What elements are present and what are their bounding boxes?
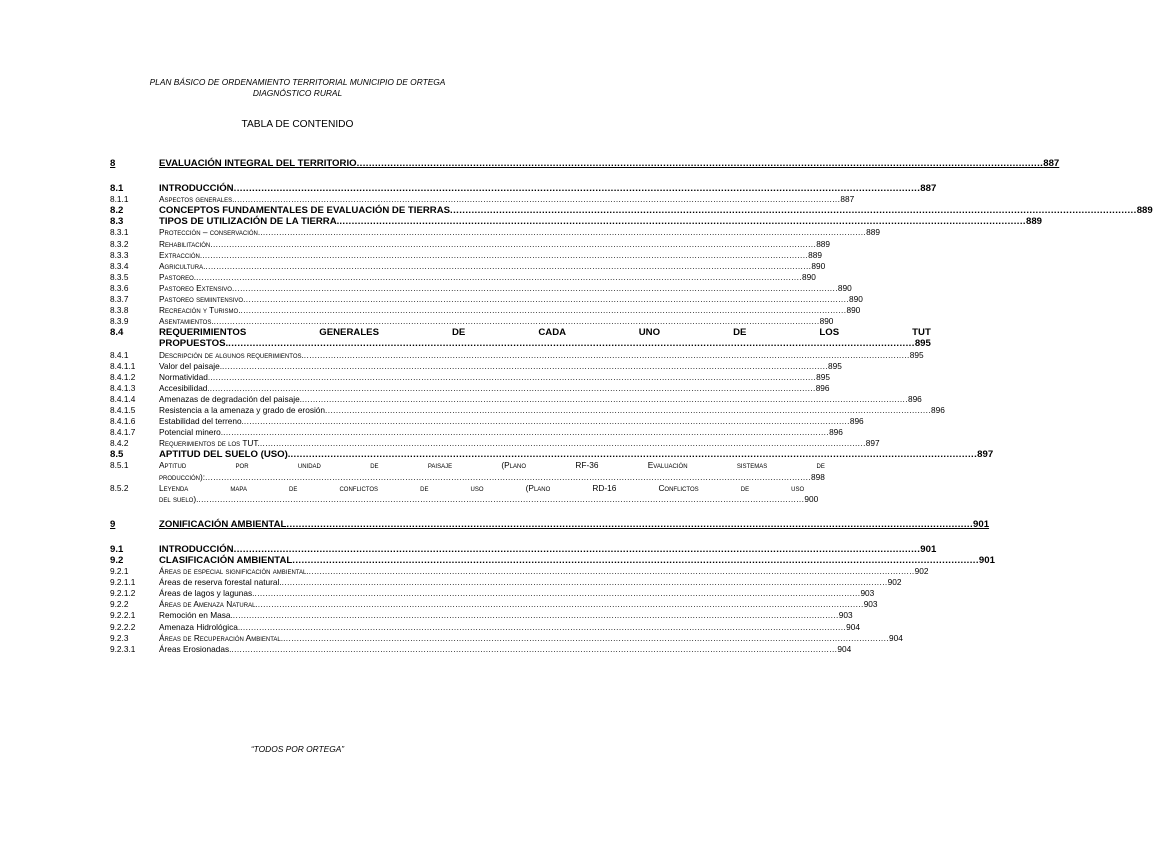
toc-title-text: Valor del paisaje. xyxy=(159,360,223,371)
toc-number: 9 xyxy=(110,518,116,530)
toc-chapter-8[interactable] xyxy=(110,158,1060,169)
toc-page: 901 xyxy=(920,543,937,555)
toc-number: 8.3.1 xyxy=(110,227,129,238)
toc-title-text: Amenaza Hidrológica. xyxy=(159,621,241,632)
toc-page: 904 xyxy=(837,643,852,654)
toc-entry[interactable] xyxy=(110,632,903,644)
toc-number: 8.4.1.1 xyxy=(110,360,136,371)
toc-title-text: Pastoreo. xyxy=(159,271,197,282)
leader-dots xyxy=(234,544,921,555)
leader-dots xyxy=(292,555,979,566)
toc-page: 890 xyxy=(846,305,861,316)
leader-dots xyxy=(286,519,973,530)
toc-page: 903 xyxy=(860,588,875,599)
toc-entry[interactable] xyxy=(110,382,830,394)
toc-page: 890 xyxy=(819,316,834,327)
toc-number: 8.4.1 xyxy=(110,349,129,360)
toc-page: 895 xyxy=(914,338,931,350)
toc-title-text: INTRODUCCIÓN xyxy=(159,543,234,555)
toc-number: 8.4.2 xyxy=(110,438,129,449)
toc-entry[interactable] xyxy=(110,371,830,383)
toc-number: 8.3.8 xyxy=(110,305,129,316)
leader-dots xyxy=(234,194,840,205)
toc-list-8-4 xyxy=(110,349,994,461)
leader-dots xyxy=(228,338,915,349)
toc-number: 8.3 xyxy=(110,216,124,228)
toc-number: 8.4.1.2 xyxy=(110,371,136,382)
toc-page: 895 xyxy=(828,360,842,371)
leader-dots xyxy=(241,305,847,316)
toc-title-text: Aptitud por unidad de paisaje (Plano RF-36 Evaluación sistemas de xyxy=(159,460,825,471)
toc-page: 889 xyxy=(1136,205,1153,217)
leader-dots xyxy=(260,438,866,449)
toc-title-text: Normatividad. xyxy=(159,371,211,382)
toc-entry-8-5-2[interactable] xyxy=(110,482,819,505)
toc-number: 8.4.1.5 xyxy=(110,404,136,415)
toc-page: 896 xyxy=(815,382,830,393)
toc-entry[interactable] xyxy=(110,227,880,238)
toc-entry[interactable] xyxy=(110,282,852,294)
toc-title-text: Remoción en Masa. xyxy=(159,610,233,621)
leader-dots xyxy=(234,183,921,194)
toc-title-text: REQUERIMIENTOS GENERALES DE CADA UNO DE LOS TUT xyxy=(159,327,931,339)
toc-title-text: APTITUD DEL SUELO (USO). xyxy=(159,449,291,461)
toc-page: 889 xyxy=(866,227,880,238)
table-of-contents xyxy=(110,158,1153,655)
toc-title-text: Áreas de Recuperación Ambiental. xyxy=(159,632,284,643)
leader-dots xyxy=(243,294,849,305)
toc-entry[interactable] xyxy=(110,449,994,461)
toc-number: 9.2.3.1 xyxy=(110,643,136,654)
toc-page: 887 xyxy=(840,194,855,205)
toc-number: 8.4.1.6 xyxy=(110,416,136,427)
toc-title-text: Áreas de lagos y lagunas. xyxy=(159,588,255,599)
toc-title-text: CLASIFICACIÓN AMBIENTAL xyxy=(159,555,293,566)
toc-title-text: Potencial minero. xyxy=(159,427,224,438)
toc-number: 9.2.1.2 xyxy=(110,588,136,599)
toc-page: 904 xyxy=(846,621,860,632)
toc-title-text: Pastoreo Extensivo xyxy=(159,282,232,293)
toc-title-text: Estabilidad del terreno. xyxy=(159,416,244,427)
leader-dots xyxy=(302,394,908,405)
toc-page: 889 xyxy=(1026,216,1043,228)
toc-entry[interactable] xyxy=(110,316,834,327)
toc-number: 9.2.1.1 xyxy=(110,577,136,588)
toc-number: 8.3.9 xyxy=(110,316,129,327)
toc-page: 895 xyxy=(816,371,830,382)
leader-dots xyxy=(309,566,915,577)
toc-title-text: Requerimientos de los TUT. xyxy=(159,438,260,449)
leader-dots xyxy=(202,250,808,261)
leader-dots xyxy=(223,427,829,438)
toc-title-text-cont: PROPUESTOS. xyxy=(159,338,229,350)
leader-dots xyxy=(198,494,804,505)
toc-page: 902 xyxy=(887,577,902,588)
toc-number: 8.3.7 xyxy=(110,294,129,305)
toc-title-text: Aspectos generales. xyxy=(159,194,235,205)
toc-title-text: INTRODUCCIÓN xyxy=(159,183,234,195)
toc-title-text-cont: del suelo). xyxy=(159,493,199,504)
toc-chapter-9[interactable] xyxy=(110,518,990,530)
toc-page: 898 xyxy=(811,471,825,482)
toc-number: 9.2.2.1 xyxy=(110,610,136,621)
toc-number: 8.4.1.3 xyxy=(110,382,136,393)
toc-title-text-cont: producción): xyxy=(159,471,206,482)
toc-number: 8.3.4 xyxy=(110,260,129,271)
leader-dots xyxy=(240,622,846,633)
leader-dots xyxy=(260,227,866,238)
leader-dots xyxy=(232,283,838,294)
toc-title-text: Rehabilitación xyxy=(159,238,211,249)
toc-title-text: Pastoreo semiintensivo xyxy=(159,294,244,305)
toc-page: 901 xyxy=(978,555,995,566)
toc-entry[interactable] xyxy=(110,360,842,372)
toc-entry[interactable] xyxy=(110,599,878,610)
toc-page: 903 xyxy=(863,599,878,610)
toc-entry-8-5-1[interactable] xyxy=(110,460,825,482)
leader-dots xyxy=(210,383,816,394)
toc-page: 887 xyxy=(1043,158,1060,169)
leader-dots xyxy=(339,216,1026,227)
toc-title-text: Áreas de especial significación ambiental. xyxy=(159,566,309,577)
toc-page: 897 xyxy=(977,449,994,461)
leader-dots xyxy=(357,158,1044,169)
toc-number: 9.2.1 xyxy=(110,566,129,577)
toc-entry[interactable] xyxy=(110,577,902,588)
toc-title-text: Áreas de reserva forestal natural. xyxy=(159,577,282,588)
toc-entry[interactable] xyxy=(110,260,826,272)
leader-dots xyxy=(244,416,850,427)
toc-list-chapter-8 xyxy=(110,183,1153,327)
leader-dots xyxy=(233,610,839,621)
toc-entry[interactable] xyxy=(110,427,843,438)
toc-page: 890 xyxy=(837,282,852,293)
toc-number: 8.1.1 xyxy=(110,194,129,205)
leader-dots xyxy=(205,261,811,272)
toc-title: TABLA DE CONTENIDO xyxy=(241,119,354,130)
leader-dots xyxy=(210,372,816,383)
toc-entry[interactable] xyxy=(110,404,945,416)
toc-entry[interactable] xyxy=(110,393,922,405)
toc-title-text: CONCEPTOS FUNDAMENTALES DE EVALUACIÓN DE TIERRAS xyxy=(159,205,451,217)
toc-entry[interactable] xyxy=(110,610,853,621)
toc-page: 890 xyxy=(802,271,816,282)
toc-title-text: TIPOS DE UTILIZACIÓN DE LA TIERRA. xyxy=(159,216,340,228)
toc-entry[interactable] xyxy=(110,438,880,449)
toc-title-text: Extracción. xyxy=(159,249,203,260)
toc-entry[interactable] xyxy=(110,555,995,566)
toc-title-text: Agricultura. xyxy=(159,260,206,271)
toc-entry[interactable] xyxy=(110,643,852,655)
toc-title-text: Descripción de algunos requerimientos. xyxy=(159,349,304,360)
toc-page: 900 xyxy=(804,493,819,504)
toc-number: 8.3.2 xyxy=(110,238,129,249)
leader-dots xyxy=(282,577,888,588)
toc-entry[interactable] xyxy=(110,416,864,427)
leader-dots xyxy=(304,350,910,361)
running-header-line2: DIAGNÓSTICO RURAL xyxy=(252,88,343,98)
toc-page: 890 xyxy=(811,260,826,271)
toc-page: 903 xyxy=(838,610,853,621)
toc-page: 895 xyxy=(909,349,924,360)
toc-entry[interactable] xyxy=(110,305,861,316)
toc-entry[interactable] xyxy=(110,249,822,261)
toc-entry[interactable] xyxy=(110,588,875,599)
toc-page: 902 xyxy=(914,566,929,577)
toc-entry[interactable] xyxy=(110,294,863,305)
toc-number: 8.3.3 xyxy=(110,249,129,260)
toc-number: 8.5.2 xyxy=(110,482,129,493)
toc-number: 8.4.1.4 xyxy=(110,393,136,404)
running-header-line1: PLAN BÁSICO DE ORDENAMIENTO TERRITORIAL MUNICIPIO DE ORTEGA xyxy=(149,77,446,87)
toc-number: 9.2.2 xyxy=(110,599,129,610)
leader-dots xyxy=(283,633,889,644)
toc-title-text: Leyenda mapa de conflictos de uso (Plano RD-16 Conflictos de uso xyxy=(159,482,805,493)
leader-dots xyxy=(205,472,811,483)
toc-number: 8.2 xyxy=(110,205,124,217)
toc-title-text: Áreas Erosionadas. xyxy=(159,643,232,654)
toc-title-text: EVALUACIÓN INTEGRAL DEL TERRITORIO xyxy=(159,158,357,169)
toc-page: 889 xyxy=(816,238,831,249)
toc-entry[interactable] xyxy=(110,238,831,250)
toc-number: 9.1 xyxy=(110,543,124,555)
toc-page: 896 xyxy=(849,416,864,427)
toc-page: 890 xyxy=(849,294,863,305)
toc-title-text: Protección – conservación. xyxy=(159,227,261,238)
toc-title-text: Recreación y Turismo. xyxy=(159,305,241,316)
toc-entry[interactable] xyxy=(110,621,860,633)
toc-page: 896 xyxy=(907,393,922,404)
toc-entry[interactable] xyxy=(110,194,855,205)
toc-number: 8.4.1.7 xyxy=(110,427,136,438)
toc-title-text: Accesibilidad. xyxy=(159,382,210,393)
leader-dots xyxy=(258,599,864,610)
toc-title-text: ZONIFICACIÓN AMBIENTAL xyxy=(159,518,287,530)
toc-entry[interactable] xyxy=(110,271,816,283)
toc-number: 9.2 xyxy=(110,555,124,566)
toc-number: 8.4 xyxy=(110,327,124,339)
leader-dots xyxy=(196,272,802,283)
leader-dots xyxy=(325,405,931,416)
toc-title-text: Asentamientos. xyxy=(159,316,214,327)
toc-title-text: Resistencia a la amenaza y grado de erosión xyxy=(159,404,326,415)
toc-page: 896 xyxy=(931,404,945,415)
leader-dots xyxy=(254,588,860,599)
leader-dots xyxy=(231,644,837,655)
toc-page: 887 xyxy=(920,183,937,195)
toc-entry[interactable] xyxy=(110,543,937,555)
toc-entry[interactable] xyxy=(110,205,1153,217)
toc-number: 9.2.3 xyxy=(110,632,129,643)
toc-number: 8.1 xyxy=(110,183,124,195)
toc-title-text: Amenazas de degradación del paisaje. xyxy=(159,393,302,404)
leader-dots xyxy=(222,361,828,372)
toc-entry-8-4[interactable] xyxy=(110,327,931,350)
toc-entry[interactable] xyxy=(110,349,924,361)
toc-number: 8 xyxy=(110,158,116,169)
toc-entry[interactable] xyxy=(110,216,1043,228)
toc-page: 897 xyxy=(865,438,880,449)
toc-number: 9.2.2.2 xyxy=(110,621,136,632)
toc-page: 889 xyxy=(808,249,822,260)
toc-entry[interactable] xyxy=(110,566,929,577)
toc-number: 8.5 xyxy=(110,449,124,461)
toc-title-text: Áreas de Amenaza Natural. xyxy=(159,599,258,610)
leader-dots xyxy=(450,205,1137,216)
toc-page: 901 xyxy=(973,518,990,530)
toc-number: 8.3.6 xyxy=(110,282,129,293)
leader-dots xyxy=(290,449,977,460)
running-footer: “TODOS POR ORTEGA” xyxy=(250,744,345,754)
leader-dots xyxy=(214,316,820,327)
leader-dots xyxy=(210,239,816,250)
toc-entry[interactable] xyxy=(110,183,937,195)
toc-page: 896 xyxy=(829,427,843,438)
toc-page: 904 xyxy=(889,632,903,643)
toc-number: 8.5.1 xyxy=(110,460,129,471)
toc-number: 8.3.5 xyxy=(110,271,129,282)
toc-list-chapter-9 xyxy=(110,543,995,655)
